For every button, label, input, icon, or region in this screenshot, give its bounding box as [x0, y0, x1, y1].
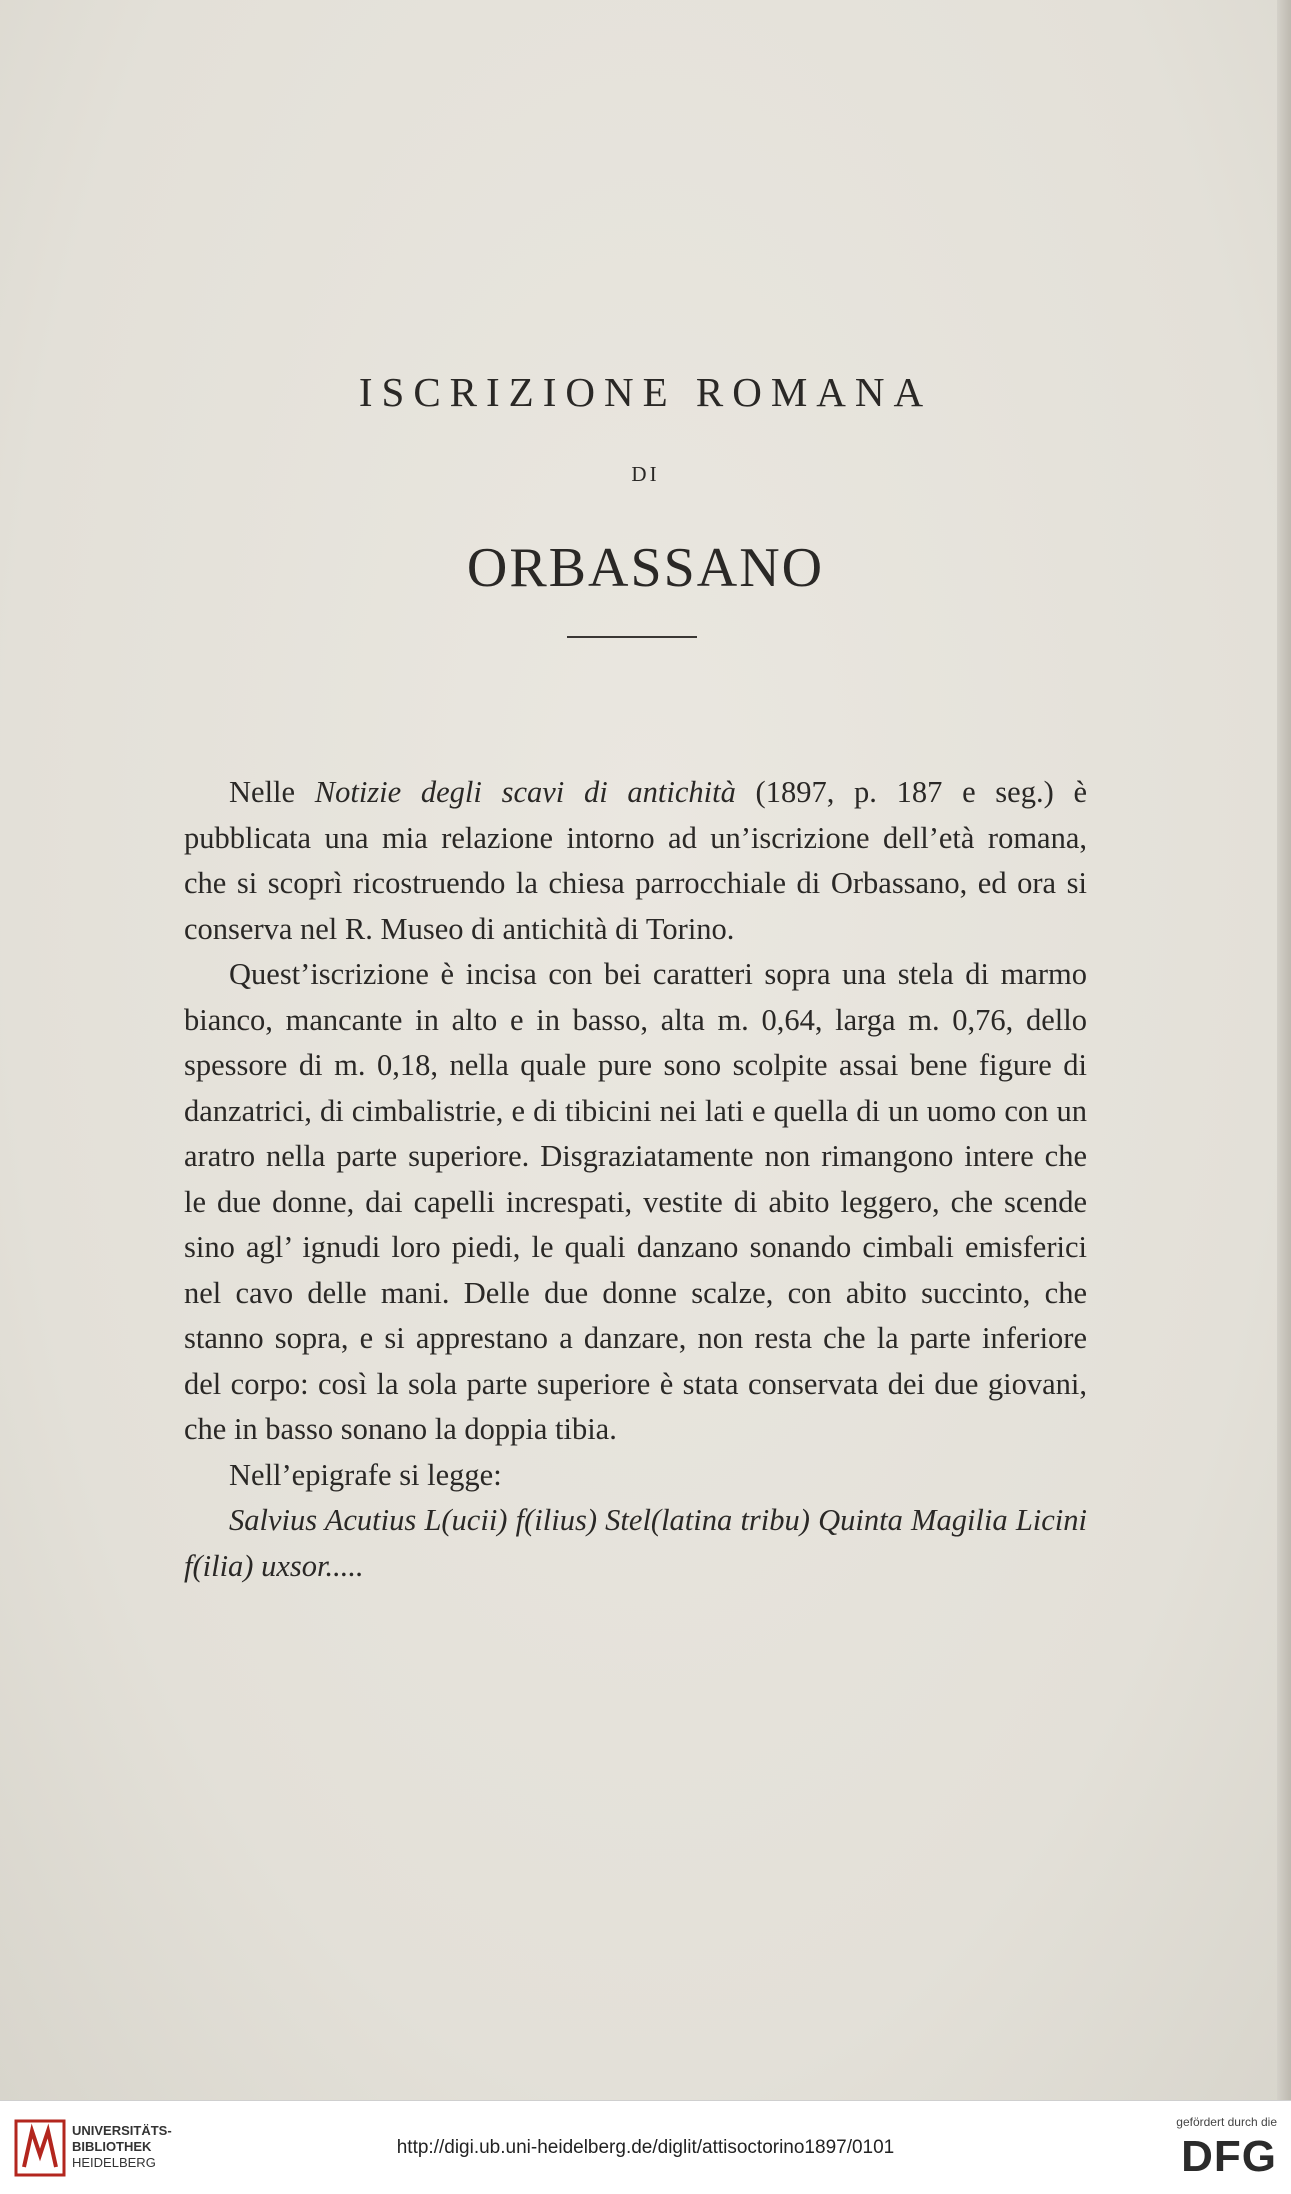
- paragraph-1-rest: (1897, p. 187 e seg.) è pubblicata una mia relazione intorno ad un’iscrizione dell’età romana, che si scoprì ricostruendo la chiesa parrocchiale di Orbassano, ed ora si conserva nel R. Museo di antichità di Torino.: [184, 775, 1087, 946]
- paragraph-1: [184, 770, 1087, 952]
- paragraph-2: Quest’iscrizione è incisa con bei caratteri sopra una stela di marmo bianco, mancante in alto e in basso, alta m. 0,64, larga m. 0,76, dello spessore di m. 0,18, nella quale pure sono scolpite assai bene figure di danzatrici, di cimbalistrie, e di tibicini nei lati e quella di un uomo con un aratro nella parte superiore. Disgraziatamente non rimangono intere che le due donne, dai capelli increspati, vestite di abito leggero, che scende sino agl’ ignudi loro piedi, le quali danzano sonando cimbali emisferici nel cavo delle mani. Delle due donne scalze, con abito succinto, che stanno sopra, e si apprestano a danzare, non resta che la parte inferiore del corpo: così la sola parte superiore è stata conservata dei due giovani, che in basso sonano la doppia tibia.: [184, 957, 1087, 1446]
- institution-line-1: UNIVERSITÄTS-: [72, 2123, 172, 2138]
- body-text: [184, 770, 1087, 1589]
- document-title: ISCRIZIONE ROMANA: [358, 369, 933, 415]
- paragraph-1-lead: Nelle: [229, 775, 315, 809]
- institution-line-2: BIBLIOTHEK: [72, 2139, 152, 2154]
- place-name-heading: ORBASSANO: [466, 537, 825, 599]
- publication-title: Notizie degli scavi di antichità: [314, 775, 736, 809]
- institution-line-3: HEIDELBERG: [72, 2155, 156, 2170]
- dfg-logo: DFG: [1181, 2132, 1277, 2181]
- title-connector: DI: [631, 462, 660, 486]
- paragraph-3: Nell’epigrafe si legge:: [229, 1457, 502, 1492]
- title-divider: [567, 636, 697, 638]
- viewer-footer: [0, 2100, 1291, 2194]
- inscription-text: Salvius Acutius L(ucii) f(ilius) Stel(latina tribu) Quinta Magilia Licini f(ilia) uxsor.....: [184, 1503, 1087, 1583]
- permalink-url[interactable]: http://digi.ub.uni-heidelberg.de/diglit/attisoctorino1897/0101: [396, 2137, 895, 2158]
- funding-label: gefördert durch die: [1176, 2115, 1277, 2129]
- page-edge-shadow: [1277, 0, 1291, 2100]
